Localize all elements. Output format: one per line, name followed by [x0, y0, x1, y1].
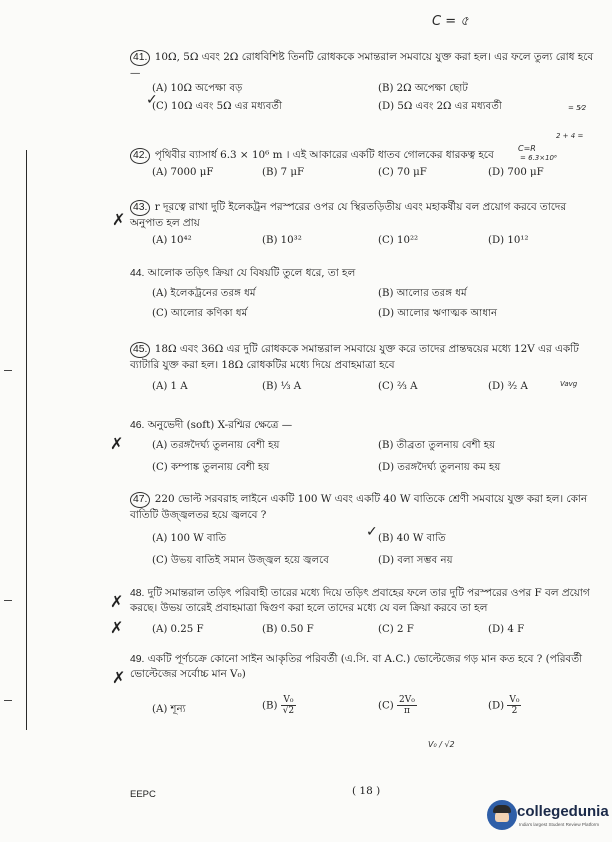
fraction-2v0-pi: [397, 695, 417, 716]
fraction-numerator: 2V₀: [399, 695, 415, 705]
paper-code: EEPC: [130, 789, 156, 800]
cross-mark: ✗: [112, 668, 126, 687]
options: [130, 380, 596, 396]
cross-mark: ✗: [110, 592, 124, 611]
question-stem: পৃথিবীর ব্যাসার্ধ 6.3 × 10⁶ m । এই আকারের একটি ধাতব গোলকের ধারকত্ব হবে: [154, 149, 494, 161]
question-44: [130, 266, 596, 317]
question-43: [130, 200, 596, 248]
options: [130, 166, 596, 182]
option-b[interactable]: (B) 7 μF: [262, 167, 305, 178]
options: [130, 82, 596, 116]
left-margin-rule: [26, 150, 27, 730]
options: [130, 693, 596, 733]
option-a[interactable]: (A) 0.25 F: [152, 624, 204, 635]
options: [130, 232, 596, 248]
option-a[interactable]: (A) 7000 μF: [152, 167, 214, 178]
question-number: 48.: [130, 588, 145, 599]
option-d[interactable]: (D) 700 μF: [488, 167, 544, 178]
collegedunia-logo: [487, 800, 609, 836]
option-b[interactable]: (B) 10³²: [262, 235, 302, 246]
question-number: 44.: [130, 268, 145, 279]
question-number: 42.: [130, 148, 150, 164]
option-b[interactable]: (B) 0.50 F: [262, 624, 314, 635]
question-number: 47.: [130, 492, 150, 508]
fraction-denominator: π: [403, 706, 410, 716]
scribble-equation: 2 + 4 =: [556, 132, 584, 140]
option-c[interactable]: (C) উভয় বাতিই সমান উজ্জ্বল হয়ে জ্বলবে: [152, 555, 329, 566]
option-c[interactable]: (C) কম্পাঙ্ক তুলনায় বেশী হয়: [152, 462, 270, 473]
option-a[interactable]: (A) শূন্য: [152, 704, 186, 715]
option-c[interactable]: (C) 10Ω এবং 5Ω এর মধ্যবর্তী: [152, 101, 282, 112]
scribble-ratio: = 5⁄2: [568, 104, 587, 112]
logo-name: collegedunia: [517, 803, 609, 820]
scribble-cr-value: = 6.3×10⁶: [520, 154, 557, 162]
question-47: [130, 492, 596, 566]
question-stem: 220 ভোল্ট সরবরাহ লাইনে একটি 100 W এবং একটি 40 W বাতিকে শ্রেণী সমবায়ে যুক্ত করা হল। কোন বাতিটি উজ্জ্বলতর হয়ে জ্বলবে ?: [130, 493, 588, 521]
question-41: [130, 50, 596, 116]
question-stem: 10Ω, 5Ω এবং 2Ω রোধবিশিষ্ট তিনটি রোধককে সমান্তরাল সমবায়ে যুক্ত করা হল। এর ফলে তুল্য রোধ হবে —: [130, 51, 594, 79]
option-d-label: (D): [488, 700, 505, 712]
option-a[interactable]: (A) 10⁴²: [152, 235, 192, 246]
mascot-icon: [487, 800, 517, 830]
tick-mark: ✓: [146, 92, 158, 108]
option-a[interactable]: (A) ইলেকট্রনের তরঙ্গ ধর্ম: [152, 288, 256, 299]
option-d[interactable]: (D) 10¹²: [488, 235, 529, 246]
option-d[interactable]: (D) বলা সম্ভব নয়: [378, 555, 453, 566]
option-d[interactable]: (D) তরঙ্গদৈর্ঘ্য তুলনায় কম হয়: [378, 462, 501, 473]
question-number: 46.: [130, 420, 145, 431]
option-b[interactable]: (B) আলোর তরঙ্গ ধর্ম: [378, 288, 467, 299]
option-d[interactable]: (D) ³⁄₂ A: [488, 381, 528, 392]
question-48: [130, 586, 596, 639]
option-b-label: (B): [262, 700, 278, 712]
cross-mark: ✗: [112, 210, 126, 229]
margin-stub: [4, 370, 12, 371]
option-c[interactable]: (C) ⅔ A: [378, 381, 418, 392]
logo-tagline: India's largest Student Review Platform: [519, 822, 600, 827]
scribble-cr: C=R: [518, 144, 536, 153]
fraction-denominator: 2: [511, 706, 518, 716]
question-45: [130, 342, 596, 396]
header-note: C = ৫: [432, 14, 469, 29]
question-49: [130, 652, 596, 733]
margin-stub: [4, 600, 12, 601]
fraction-numerator: V₀: [281, 695, 296, 706]
scribble-v0: V₀ / √2: [428, 740, 455, 749]
options: [130, 283, 596, 317]
question-number: 49.: [130, 654, 145, 665]
question-stem: আলোক তড়িৎ ক্রিয়া যে বিষয়টি তুলে ধরে, তা হল: [147, 267, 356, 279]
options: [130, 623, 596, 639]
option-d[interactable]: (D) 4 F: [488, 624, 525, 635]
option-a[interactable]: (A) 10Ω অপেক্ষা বড়: [152, 83, 243, 94]
options: [130, 439, 596, 473]
option-d[interactable]: (D) 5Ω এবং 2Ω এর মধ্যবর্তী: [378, 101, 502, 112]
option-c[interactable]: (C) 70 μF: [378, 167, 427, 178]
option-c-label: (C): [378, 700, 394, 712]
fraction-numerator: V₀: [509, 695, 520, 705]
cross-mark: ✗: [110, 618, 124, 637]
question-stem: 18Ω এবং 36Ω এর দুটি রোধককে সমান্তরাল সমবায়ে যুক্ত করে তাদের প্রান্তদ্বয়ের মধ্যে 12V এর একটি ব্যাটারি যুক্ত করা হল। 18Ω রোধকটির মধ্যে দিয়ে প্রবাহমাত্রা হবে: [130, 343, 579, 371]
scribble-avg: Vavg: [560, 380, 578, 388]
option-d[interactable]: [488, 695, 521, 716]
option-b[interactable]: (B) তীব্রতা তুলনায় বেশী হয়: [378, 440, 496, 451]
option-d[interactable]: (D) আলোর ঋণাত্মক আধান: [378, 308, 498, 319]
fraction-denominator: √2: [282, 706, 295, 716]
cross-mark: ✗: [110, 434, 124, 453]
question-stem: একটি পূর্ণচক্রে কোনো সাইন আকৃতির পরিবর্তী (এ.সি. বা A.C.) ভোল্টেজের গড় মান কত হবে ? (পরিবর্তী ভোল্টেজের সর্বোচ্চ মান V₀): [130, 653, 582, 680]
question-46: [130, 418, 596, 473]
fraction-v0-root2: [281, 695, 296, 716]
option-b[interactable]: (B) ⅓ A: [262, 381, 302, 392]
option-c[interactable]: [378, 695, 417, 716]
margin-stub: [4, 700, 12, 701]
option-b[interactable]: (B) 40 W বাতি: [378, 533, 446, 544]
question-number: 41.: [130, 50, 150, 66]
page-number: ( 18 ): [352, 785, 381, 797]
option-c[interactable]: (C) 10²²: [378, 235, 419, 246]
option-c[interactable]: (C) আলোর কণিকা ধর্ম: [152, 308, 248, 319]
option-b[interactable]: [262, 695, 296, 716]
question-stem: r দূরত্বে রাখা দুটি ইলেকট্রন পরস্পরের ওপর যে স্থিরতড়িতীয় এবং মহাকর্ষীয় বল প্রয়োগ করবে তাদের অনুপাত হল প্রায়: [130, 201, 567, 229]
option-a[interactable]: (A) তরঙ্গদৈর্ঘ্য তুলনায় বেশী হয়: [152, 440, 280, 451]
option-b[interactable]: (B) 2Ω অপেক্ষা ছোট: [378, 83, 468, 94]
option-c[interactable]: (C) 2 F: [378, 624, 414, 635]
question-number: 43.: [130, 200, 150, 216]
option-a[interactable]: (A) 1 A: [152, 381, 188, 392]
question-stem: অনুভেদী (soft) X-রশ্মির ক্ষেত্রে —: [147, 419, 293, 431]
question-number: 45.: [130, 342, 150, 358]
tick-mark: ✓: [366, 524, 378, 540]
question-stem: দুটি সমান্তরাল তড়িৎ পরিবাহী তারের মধ্যে দিয়ে তড়িৎ প্রবাহের ফলে তার দুটি পরস্পরের ওপর F বল প্রয়োগ করছে। উভয় তারেই প্রবাহমাত্রা দ্বিগুণ করা হলে তাদের মধ্যে যে বল ক্রিয়া করবে তা হল: [130, 587, 590, 614]
options: [130, 532, 596, 566]
option-a[interactable]: (A) 100 W বাতি: [152, 533, 227, 544]
fraction-v0-2: [507, 695, 521, 716]
